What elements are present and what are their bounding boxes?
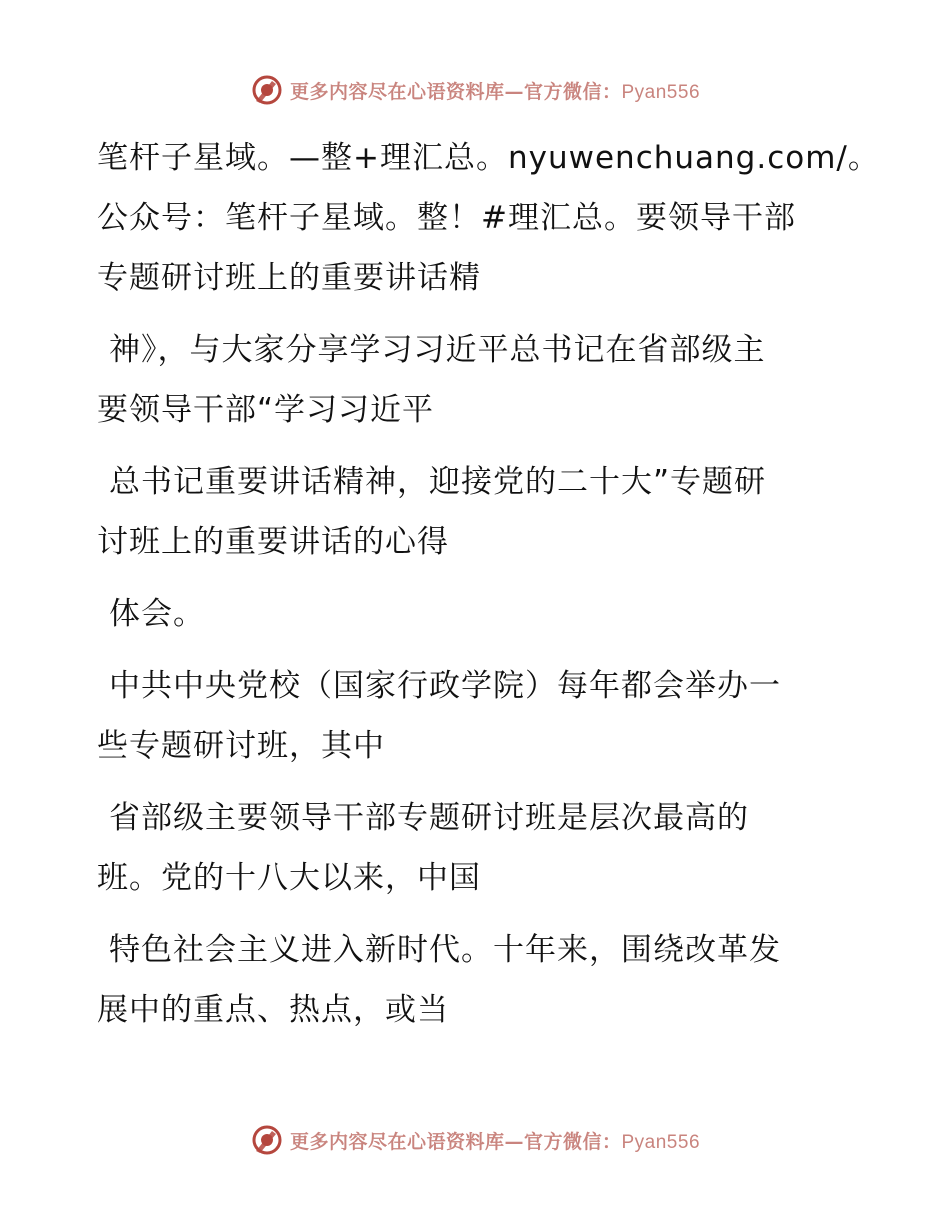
footer-banner-contact: Pyan556: [621, 1131, 701, 1153]
header-banner-contact: Pyan556: [621, 81, 701, 103]
paragraph-7: [97, 920, 837, 1040]
text-line: 展中的重点、热点，或当: [97, 992, 449, 1028]
text-line: 笔杆子星域。—整+理汇总。nyuwenchuang.com/。: [97, 140, 880, 176]
paragraph-4: [97, 584, 837, 644]
text-line: 班。党的十八大以来，中国: [97, 860, 481, 896]
text-line: 公众号：笔杆子星域。整！#理汇总。要领导干部: [97, 200, 796, 236]
text-line: 神》，与大家分享学习习近平总书记在省部级主: [109, 332, 766, 368]
header-banner-label: 更多内容尽在心语资料库—官方微信：: [289, 80, 622, 103]
pen-logo-icon: [250, 73, 284, 107]
footer-banner-label: 更多内容尽在心语资料库—官方微信：: [289, 1130, 622, 1153]
text-line: 总书记重要讲话精神，迎接党的二十大”专题研: [109, 464, 767, 500]
text-line: 省部级主要领导干部专题研讨班是层次最高的: [109, 800, 749, 836]
text-line: 些专题研讨班，其中: [97, 728, 385, 764]
header-banner-text: [290, 77, 700, 104]
text-line: 中共中央党校（国家行政学院）每年都会举办一: [109, 668, 781, 704]
paragraph-6: [97, 788, 837, 908]
paragraph-1: [97, 128, 880, 308]
paragraph-3: [97, 452, 837, 572]
footer-banner-text: [290, 1127, 700, 1154]
text-line: 专题研讨班上的重要讲话精: [97, 260, 481, 296]
footer-banner: [0, 1120, 950, 1160]
text-line: 要领导干部“学习习近平: [97, 392, 435, 428]
text-line: 讨班上的重要讲话的心得: [97, 524, 449, 560]
pen-logo-icon: [250, 1123, 284, 1157]
text-line: 特色社会主义进入新时代。十年来，围绕改革发: [109, 932, 781, 968]
header-banner: [0, 70, 950, 110]
text-line: 体会。: [109, 596, 205, 632]
document-body: [97, 128, 880, 1052]
paragraph-5: [97, 656, 837, 776]
paragraph-2: [97, 320, 837, 440]
